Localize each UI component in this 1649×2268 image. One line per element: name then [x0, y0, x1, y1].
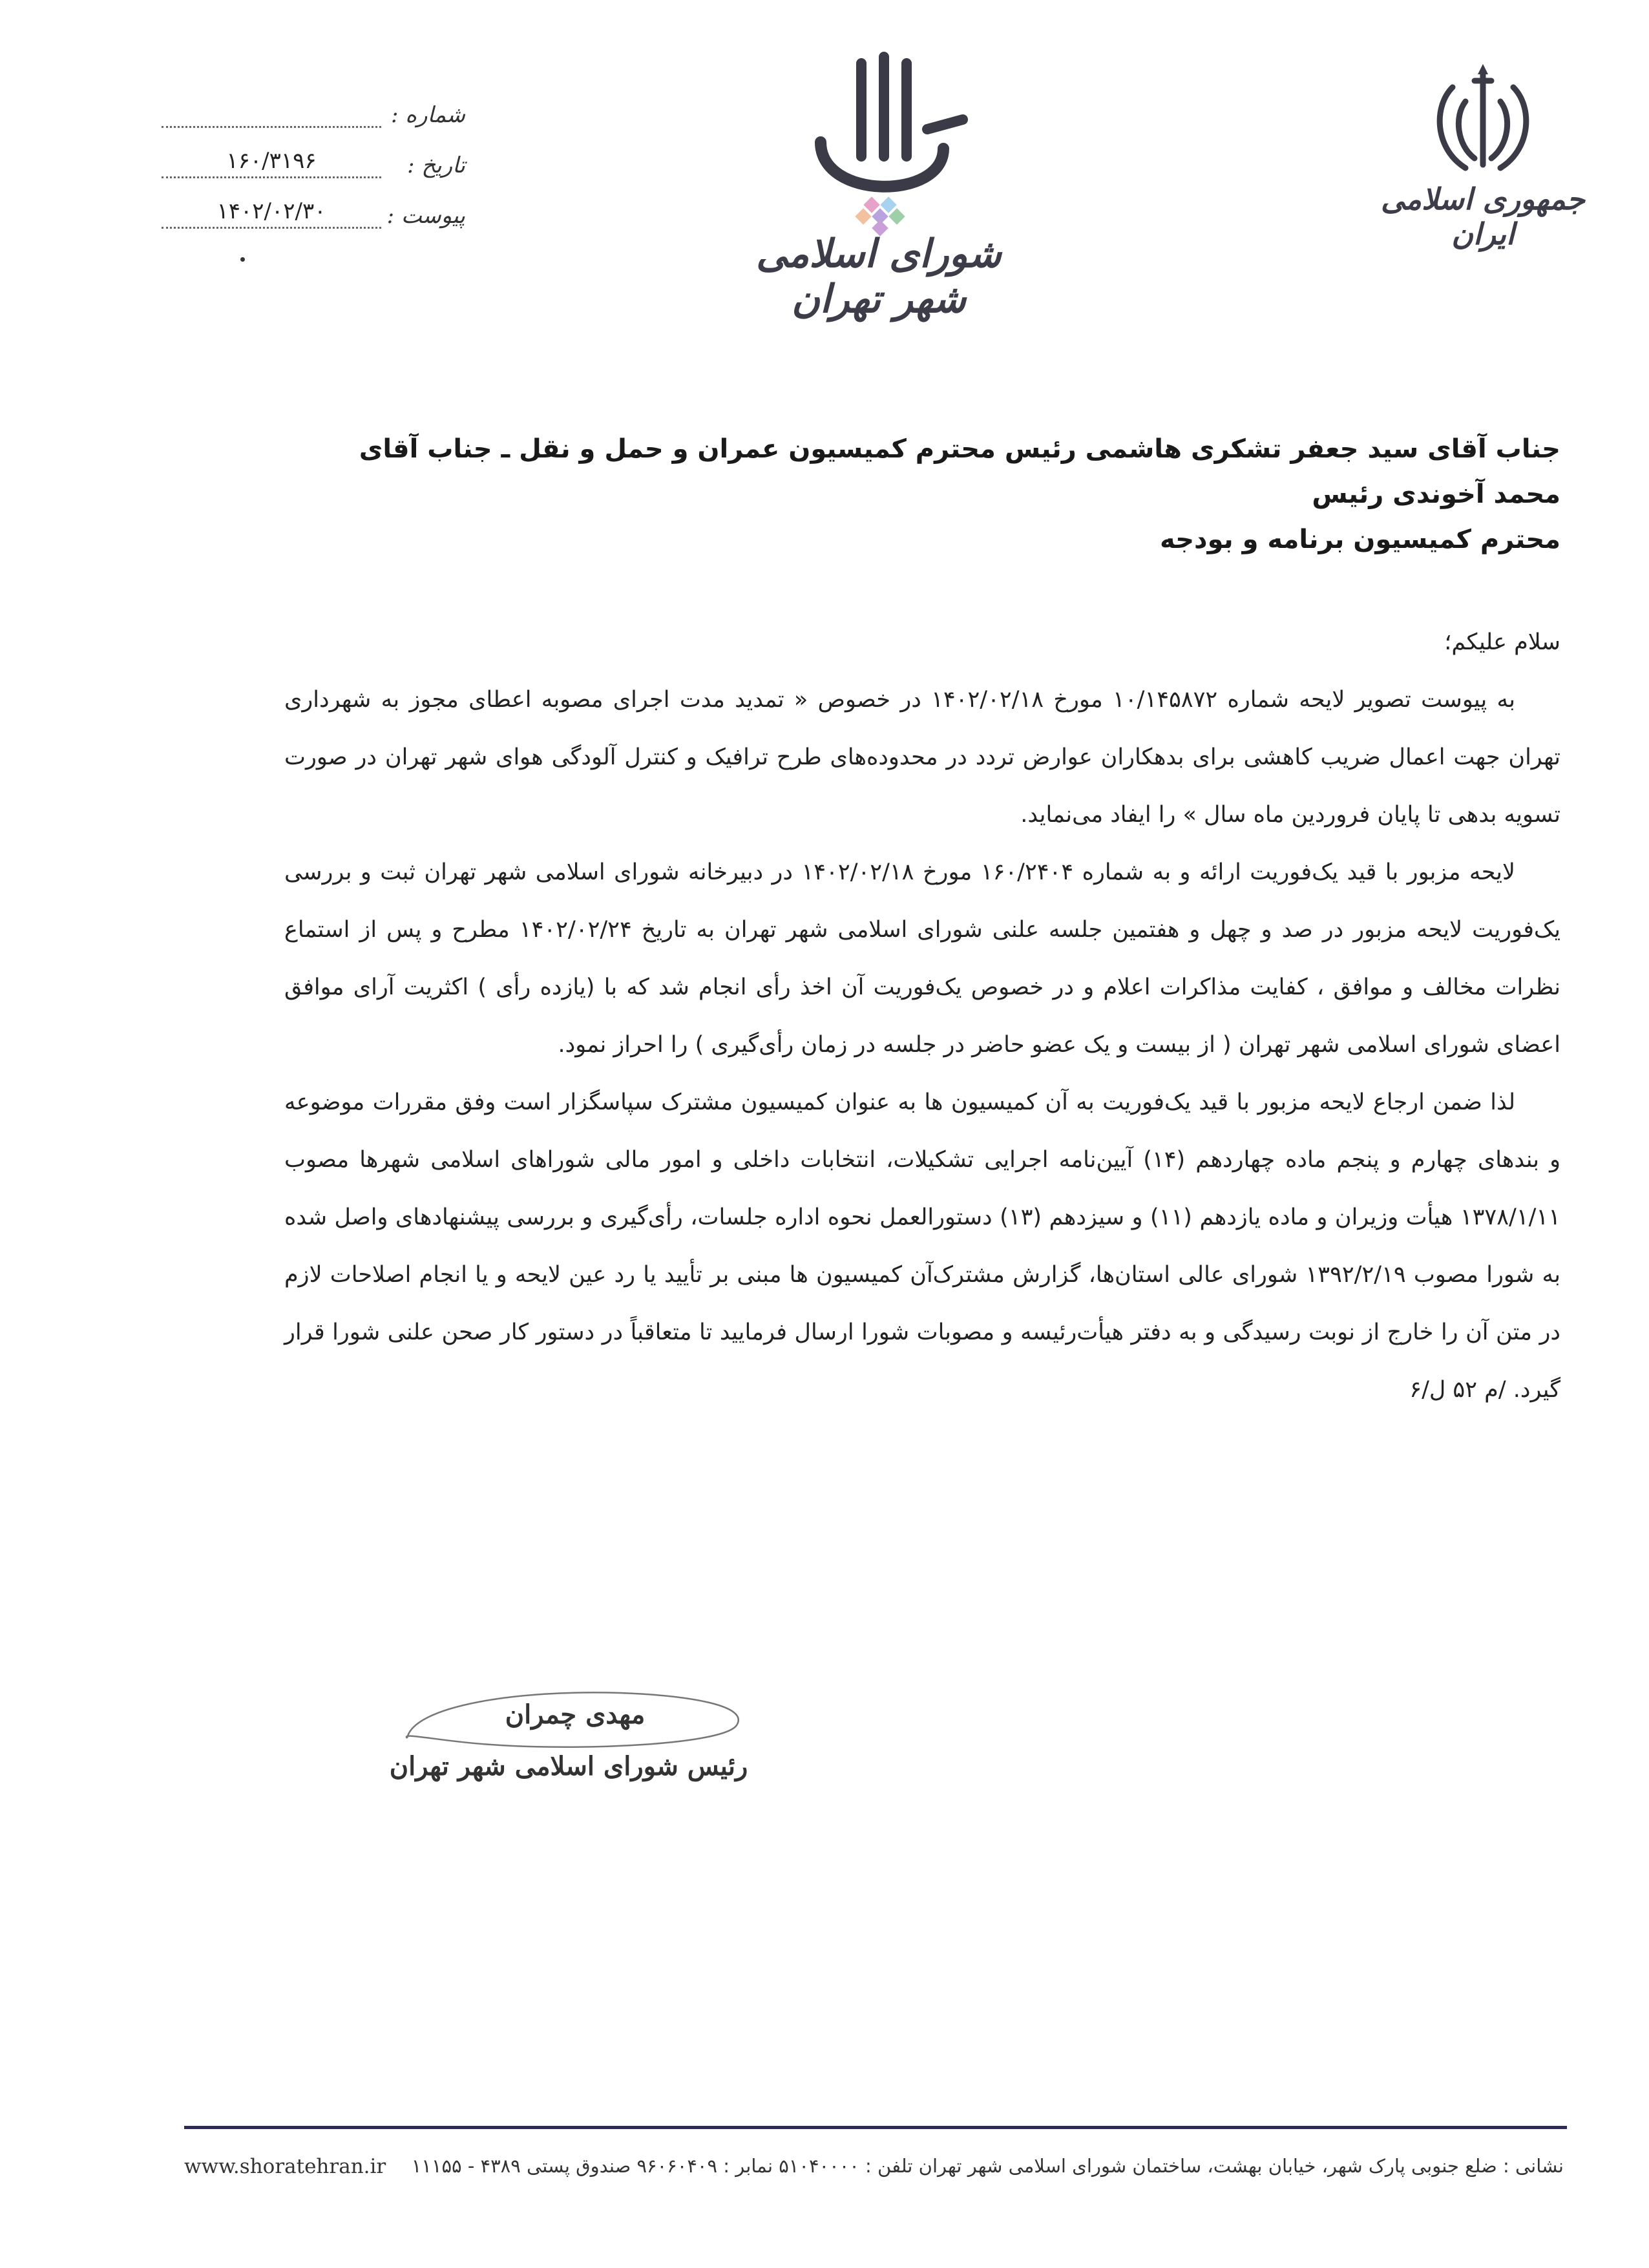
greeting: سلام علیکم؛	[1444, 629, 1560, 655]
emblem-block	[1363, 61, 1602, 251]
addressee-line-1: جناب آقای سید جعفر تشکری هاشمی رئیس محترم کمیسیون عمران و حمل و نقل ـ جناب آقای محمد آخوندی رئیس	[359, 434, 1560, 509]
body-paragraph-3: لذا ضمن ارجاع لایحه مزبور با قید یک‌فوریت به آن کمیسیون ها به عنوان کمیسیون مشترک سپاسگزار است وفق مقررات موضوعه و بندهای چهارم و پنجم ماده چهاردهم (۱۴) آیین‌نامه اجرایی تشکیلات، انتخابات داخلی و امور مالی شوراهای اسلامی شهرها مصوب ۱۳۷۸/۱/۱۱ هیأت وزیران و ماده یازدهم (۱۱) و سیزدهم (۱۳) دستورالعمل نحوه اداره جلسات، رأی‌گیری و بررسی پیشنهادهای واصل شده به شورا مصوب ۱۳۹۲/۲/۱۹ شورای عالی استان‌ها، گزارش مشترک‌آن کمیسیون ها مبنی بر تأیید یا رد عین لایحه و یا انجام اصلاحات لازم در متن آن را خارج از نوبت رسیدگی و به دفتر هیأت‌رئیسه و مصوبات شورا ارسال فرمایید تا متعاقباً در دستور کار صحن علنی شورا قرار گیرد. /م ۵۲ ل/۶	[284, 1089, 1561, 1403]
meta-date-row	[162, 128, 465, 178]
footer-divider	[184, 2126, 1567, 2129]
council-logo-icon	[782, 52, 976, 239]
meta-label: شماره :	[391, 102, 465, 128]
meta-label: پیوست :	[386, 203, 465, 229]
meta-attachment-row	[162, 178, 465, 229]
signer-name: مهدی چمران	[505, 1699, 646, 1730]
meta-label: تاریخ :	[407, 152, 465, 178]
meta-dot	[240, 257, 245, 262]
addressee-line-2: محترم کمیسیون برنامه و بودجه	[1159, 525, 1560, 554]
meta-number-value	[162, 98, 381, 128]
council-name: شورای اسلامی شهر تهران	[756, 231, 1002, 322]
iran-emblem-icon	[1428, 61, 1538, 178]
signature-block	[388, 1661, 775, 1816]
meta-attachment-value: ۱۴۰۲/۰۲/۳۰	[162, 198, 381, 229]
letter-body	[284, 614, 1560, 1419]
emblem-caption: جمهوری اسلامی ایران	[1381, 182, 1585, 251]
signature-scribble-icon	[388, 1661, 775, 1816]
footer-website: www.shoratehran.ir	[184, 2155, 386, 2178]
addressee	[304, 426, 1560, 562]
council-logo	[717, 52, 1040, 322]
body-paragraph-1: به پیوست تصویر لایحه شماره ۱۰/۱۴۵۸۷۲ مورخ ۱۴۰۲/۰۲/۱۸ در خصوص « تمدید مدت اجرای مصوبه اعطای مجوز به شهرداری تهران جهت اعمال ضریب کاهشی برای بدهکاران عوارض تردد در محدوده‌های طرح ترافیک و کنترل آلودگی هوای شهر تهران در صورت تسویه بدهی تا پایان فروردین ماه سال » را ایفاد می‌نماید.	[284, 687, 1560, 828]
meta-date-value: ۱۶۰/۳۱۹۶	[162, 148, 381, 178]
body-paragraph-2: لایحه مزبور با قید یک‌فوریت ارائه و به شماره ۱۶۰/۲۴۰۴ مورخ ۱۴۰۲/۰۲/۱۸ در دبیرخانه شورای اسلامی شهر تهران ثبت و بررسی یک‌فوریت لایحه مزبور در صد و چهل و هفتمین جلسه علنی شورای اسلامی شهر تهران به تاریخ ۱۴۰۲/۰۲/۲۴ مطرح و پس از استماع نظرات مخالف و موافق ، کفایت مذاکرات اعلام و در خصوص یک‌فوریت آن اخذ رأی انجام شد که با (یازده رأی ) اکثریت آرای موافق اعضای شورای اسلامی شهر تهران ( از بیست و یک عضو حاضر در جلسه در زمان رأی‌گیری ) را احراز نمود.	[284, 859, 1560, 1058]
letter-meta	[162, 78, 465, 229]
footer-address: نشانی : ضلع جنوبی پارک شهر، خیابان بهشت، ساختمان شورای اسلامی شهر تهران تلفن : ۵۱۰۴۰۰۰۰ نمابر : ۹۶۰۶۰۴۰۹ صندوق پستی ۴۳۸۹ - ۱۱۱۵۵	[411, 2155, 1564, 2177]
signer-title: رئیس شورای اسلامی شهر تهران	[389, 1751, 748, 1781]
meta-number-row	[162, 78, 465, 128]
